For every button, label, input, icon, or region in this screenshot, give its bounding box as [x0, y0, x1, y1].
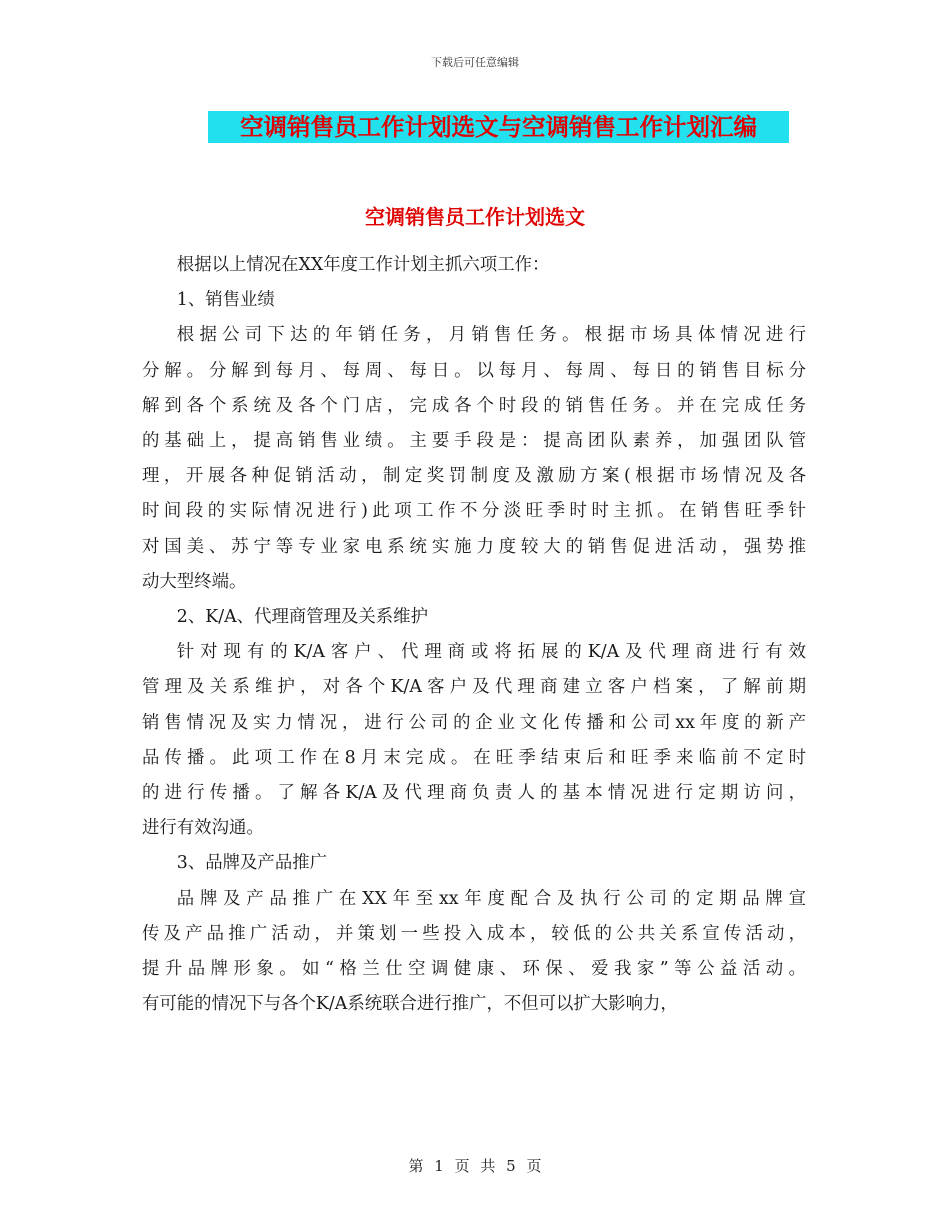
paragraph — [142, 248, 806, 283]
text-line: 进行有效沟通。 — [142, 818, 264, 839]
text-line: 销售情况及实力情况，进行公司的企业文化传播和公司xx年度的新产 — [142, 712, 806, 733]
page-footer: 第 1 页 共 5 页 — [408, 1157, 542, 1175]
section-title: 空调销售员工作计划选文 — [365, 205, 585, 229]
text-line: 有可能的情况下与各个K/A系统联合进行推广，不但可以扩大影响力， — [142, 994, 678, 1015]
text-line: 管理及关系维护，对各个K/A客户及代理商建立客户档案，了解前期 — [142, 677, 806, 698]
paragraph — [142, 600, 806, 635]
text-line: 分解。分解到每月、每周、每日。以每月、每周、每日的销售目标分 — [142, 360, 806, 381]
text-line: 3、品牌及产品推广 — [176, 853, 327, 874]
text-line: 1、销售业绩 — [176, 290, 275, 311]
paragraph — [142, 635, 806, 846]
text-line: 的基础上，提高销售业绩。主要手段是：提高团队素养，加强团队管 — [142, 431, 806, 452]
text-line: 根据以上情况在XX年度工作计划主抓六项工作： — [176, 255, 550, 275]
text-line: 针对现有的K/A客户、代理商或将拓展的K/A及代理商进行有效 — [176, 642, 806, 663]
paragraph — [142, 882, 806, 1023]
text-line: 品牌及产品推广在XX年至xx年度配合及执行公司的定期品牌宣 — [176, 888, 806, 909]
paragraph — [142, 283, 806, 318]
paragraph — [142, 846, 806, 881]
text-line: 品传播。此项工作在8月末完成。在旺季结束后和旺季来临前不定时 — [142, 747, 806, 768]
text-line: 对国美、苏宁等专业家电系统实施力度较大的销售促进活动，强势推 — [142, 536, 806, 557]
text-line: 2、K/A、代理商管理及关系维护 — [176, 607, 428, 628]
text-line: 提升品牌形象。如“格兰仕空调健康、环保、爱我家”等公益活动。 — [142, 959, 806, 980]
text-line: 时间段的实际情况进行)此项工作不分淡旺季时时主抓。在销售旺季针 — [142, 501, 806, 522]
text-line: 动大型终端。 — [142, 571, 247, 592]
text-line: 解到各个系统及各个门店，完成各个时段的销售任务。并在完成任务 — [142, 395, 806, 416]
text-line: 传及产品推广活动，并策划一些投入成本，较低的公共关系宣传活动， — [142, 923, 806, 944]
main-title: 空调销售员工作计划选文与空调销售工作计划汇编 — [208, 111, 789, 143]
header-note: 下载后可任意编辑 — [431, 56, 519, 69]
document-body — [142, 248, 806, 1022]
text-line: 的进行传播。了解各K/A及代理商负责人的基本情况进行定期访问， — [142, 783, 806, 804]
text-line: 根据公司下达的年销任务，月销售任务。根据市场具体情况进行 — [176, 325, 806, 346]
paragraph — [142, 318, 806, 600]
text-line: 理，开展各种促销活动，制定奖罚制度及激励方案(根据市场情况及各 — [142, 466, 806, 487]
